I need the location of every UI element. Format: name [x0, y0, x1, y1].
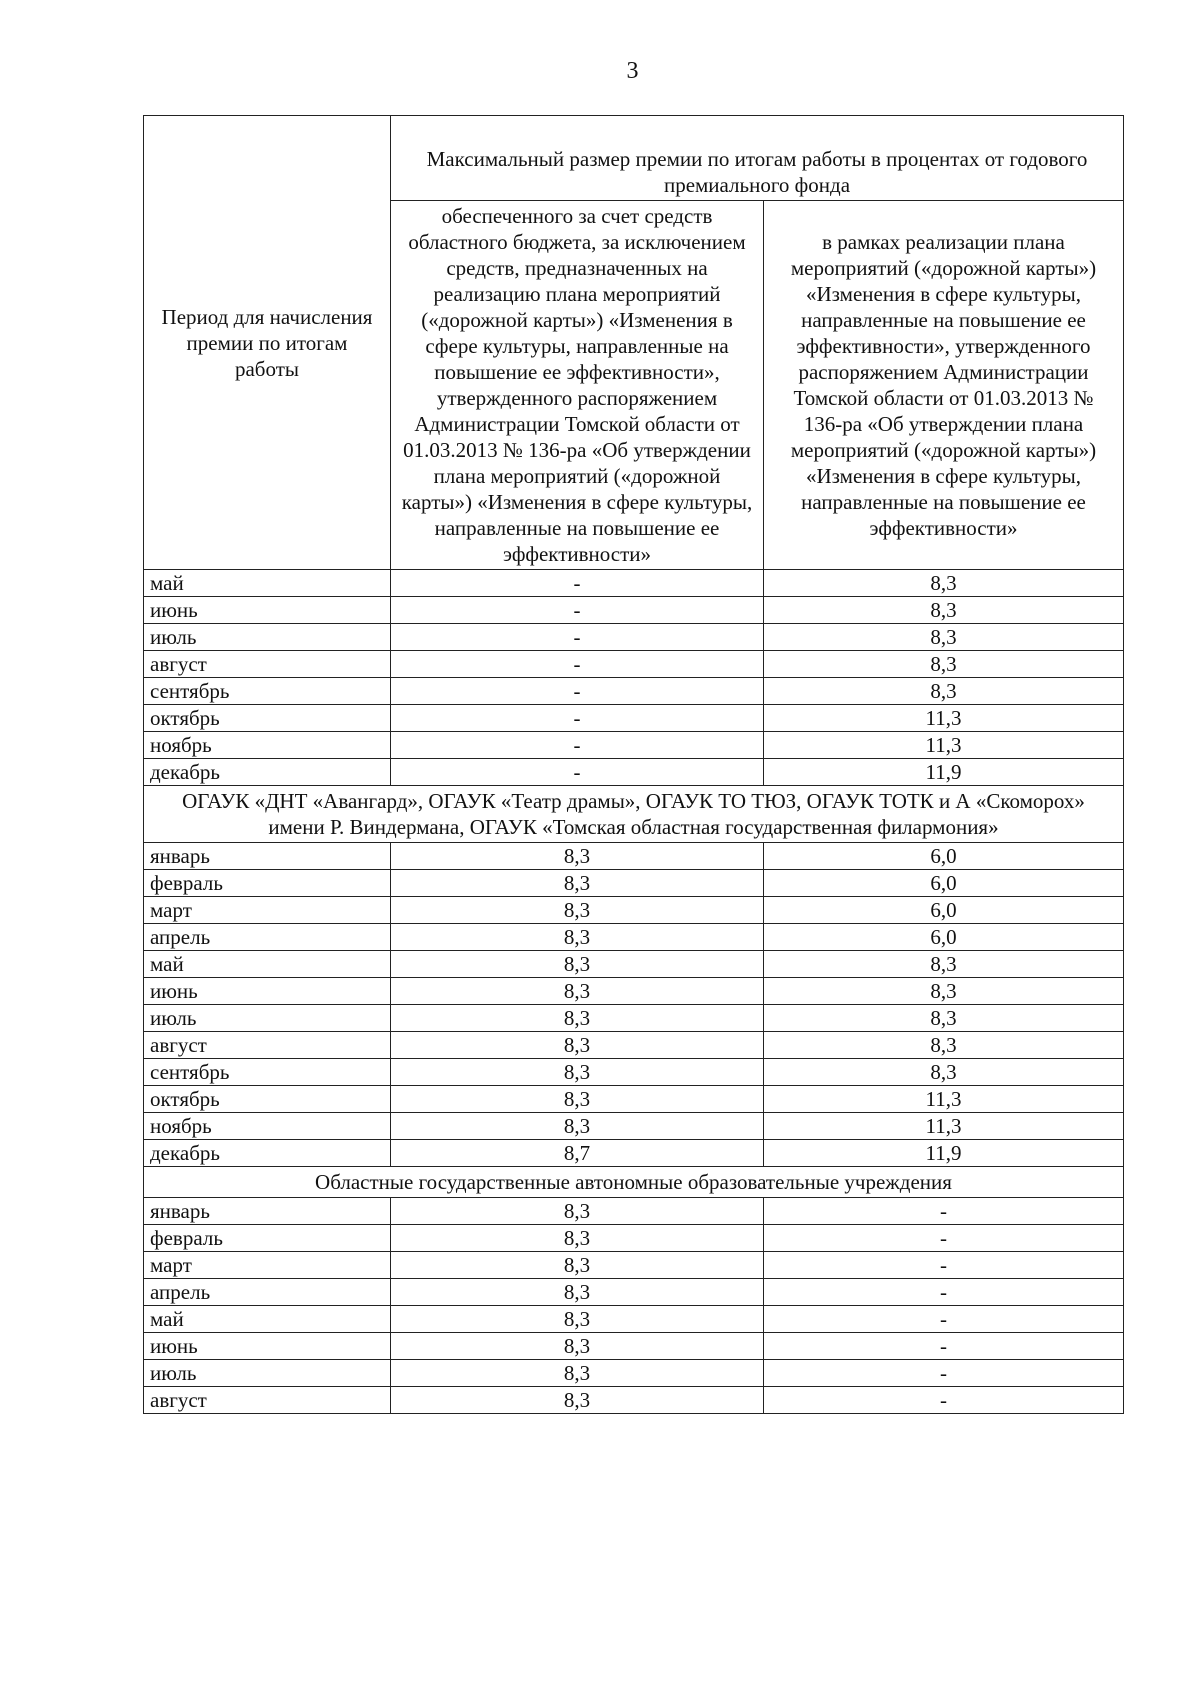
table-row	[144, 1086, 1124, 1113]
roadmap-value: 8,3	[764, 978, 1124, 1005]
roadmap-value: 8,3	[764, 1032, 1124, 1059]
roadmap-value: -	[764, 1333, 1124, 1360]
regional-budget-value: 8,3	[391, 897, 764, 924]
max-bonus-header: Максимальный размер премии по итогам работы в процентах от годового премиального фонда	[391, 116, 1124, 201]
regional-budget-value: 8,3	[391, 1225, 764, 1252]
regional-budget-value: 8,3	[391, 870, 764, 897]
roadmap-value: 6,0	[764, 870, 1124, 897]
month-cell: июнь	[144, 597, 391, 624]
table-row	[144, 651, 1124, 678]
regional-budget-value: 8,3	[391, 1387, 764, 1414]
month-cell: сентябрь	[144, 678, 391, 705]
month-cell: ноябрь	[144, 732, 391, 759]
month-cell: август	[144, 1387, 391, 1414]
month-cell: октябрь	[144, 705, 391, 732]
roadmap-value: -	[764, 1360, 1124, 1387]
roadmap-value: -	[764, 1306, 1124, 1333]
roadmap-value: 8,3	[764, 678, 1124, 705]
roadmap-value: 8,3	[764, 951, 1124, 978]
month-cell: март	[144, 1252, 391, 1279]
regional-budget-value: 8,3	[391, 1086, 764, 1113]
month-cell: июль	[144, 1005, 391, 1032]
section-row	[144, 786, 1124, 843]
table-row	[144, 1387, 1124, 1414]
regional-budget-value: 8,3	[391, 1032, 764, 1059]
month-cell: январь	[144, 1198, 391, 1225]
table-row	[144, 951, 1124, 978]
header-row	[144, 116, 1124, 201]
roadmap-value: 8,3	[764, 597, 1124, 624]
roadmap-value: 8,3	[764, 624, 1124, 651]
table-row	[144, 1279, 1124, 1306]
roadmap-value: 11,3	[764, 1086, 1124, 1113]
roadmap-value: 8,3	[764, 1059, 1124, 1086]
table-row	[144, 570, 1124, 597]
roadmap-header: в рамках реализации плана мероприятий («дорожной карты») «Изменения в сфере культуры, направленные на повышение ее эффективности», утвержденного распоряжением Администрации Томской области от 01.03.2013 № 136-ра «Об утверждении плана мероприятий («дорожной карты») «Изменения в сфере культуры, направленные на повышение ее эффективности»	[764, 201, 1124, 570]
month-cell: август	[144, 651, 391, 678]
regional-budget-value: -	[391, 651, 764, 678]
table-row	[144, 870, 1124, 897]
roadmap-value: 6,0	[764, 897, 1124, 924]
month-cell: апрель	[144, 924, 391, 951]
month-cell: февраль	[144, 870, 391, 897]
regional-budget-value: 8,3	[391, 951, 764, 978]
regional-budget-value: 8,3	[391, 1252, 764, 1279]
roadmap-value: -	[764, 1279, 1124, 1306]
table-row	[144, 1333, 1124, 1360]
month-cell: декабрь	[144, 759, 391, 786]
month-cell: август	[144, 1032, 391, 1059]
month-cell: декабрь	[144, 1140, 391, 1167]
period-header: Период для начисления премии по итогам работы	[144, 116, 391, 570]
regional-budget-value: -	[391, 678, 764, 705]
table-row	[144, 1252, 1124, 1279]
month-cell: январь	[144, 843, 391, 870]
month-cell: май	[144, 1306, 391, 1333]
month-cell: май	[144, 951, 391, 978]
section-title-educational-institutions: Областные государственные автономные образовательные учреждения	[144, 1167, 1124, 1198]
regional-budget-value: 8,3	[391, 1279, 764, 1306]
regional-budget-value: 8,3	[391, 1360, 764, 1387]
regional-budget-value: 8,3	[391, 1059, 764, 1086]
table-row	[144, 1306, 1124, 1333]
table-row	[144, 597, 1124, 624]
roadmap-value: 11,9	[764, 1140, 1124, 1167]
table-row	[144, 924, 1124, 951]
regional-budget-value: 8,3	[391, 1005, 764, 1032]
regional-budget-value: 8,3	[391, 924, 764, 951]
roadmap-value: -	[764, 1252, 1124, 1279]
section-title-culture-institutions: ОГАУК «ДНТ «Авангард», ОГАУК «Театр драмы», ОГАУК ТО ТЮЗ, ОГАУК ТОТК и А «Скоморох» имени Р. Виндермана, ОГАУК «Томская областная государственная филармония»	[144, 786, 1124, 843]
section-row	[144, 1167, 1124, 1198]
month-cell: февраль	[144, 1225, 391, 1252]
roadmap-value: -	[764, 1198, 1124, 1225]
table-row	[144, 1198, 1124, 1225]
month-cell: июнь	[144, 978, 391, 1005]
table-row	[144, 1059, 1124, 1086]
regional-budget-value: 8,3	[391, 1333, 764, 1360]
roadmap-value: -	[764, 1387, 1124, 1414]
roadmap-value: 8,3	[764, 570, 1124, 597]
regional-budget-value: 8,3	[391, 1113, 764, 1140]
table-row	[144, 1005, 1124, 1032]
regional-budget-value: -	[391, 732, 764, 759]
roadmap-value: 6,0	[764, 924, 1124, 951]
month-cell: май	[144, 570, 391, 597]
table-row	[144, 1113, 1124, 1140]
month-cell: ноябрь	[144, 1113, 391, 1140]
regional-budget-value: -	[391, 705, 764, 732]
month-cell: июль	[144, 1360, 391, 1387]
page-number: 3	[626, 58, 639, 84]
table-row	[144, 1140, 1124, 1167]
table-row	[144, 1360, 1124, 1387]
regional-budget-value: -	[391, 570, 764, 597]
regional-budget-value: -	[391, 624, 764, 651]
roadmap-value: 11,3	[764, 705, 1124, 732]
table-row	[144, 978, 1124, 1005]
regional-budget-header: обеспеченного за счет средств областного бюджета, за исключением средств, предназначенных на реализацию плана мероприятий («дорожной карты») «Изменения в сфере культуры, направленные на повышение ее эффективности», утвержденного распоряжением Администрации Томской области от 01.03.2013 № 136-ра «Об утверждении плана мероприятий («дорожной карты») «Изменения в сфере культуры, направленные на повышение ее эффективности»	[391, 201, 764, 570]
regional-budget-value: 8,3	[391, 1198, 764, 1225]
roadmap-value: -	[764, 1225, 1124, 1252]
table-row	[144, 1225, 1124, 1252]
table-row	[144, 678, 1124, 705]
month-cell: сентябрь	[144, 1059, 391, 1086]
month-cell: апрель	[144, 1279, 391, 1306]
regional-budget-value: 8,3	[391, 843, 764, 870]
table-row	[144, 897, 1124, 924]
table-row	[144, 732, 1124, 759]
table-row	[144, 624, 1124, 651]
roadmap-value: 11,3	[764, 1113, 1124, 1140]
regional-budget-value: -	[391, 597, 764, 624]
month-cell: июнь	[144, 1333, 391, 1360]
table-row	[144, 843, 1124, 870]
roadmap-value: 11,3	[764, 732, 1124, 759]
regional-budget-value: 8,7	[391, 1140, 764, 1167]
regional-budget-value: -	[391, 759, 764, 786]
table-row	[144, 759, 1124, 786]
roadmap-value: 6,0	[764, 843, 1124, 870]
regional-budget-value: 8,3	[391, 978, 764, 1005]
roadmap-value: 8,3	[764, 651, 1124, 678]
regional-budget-value: 8,3	[391, 1306, 764, 1333]
month-cell: июль	[144, 624, 391, 651]
bonus-table	[143, 115, 1124, 1414]
roadmap-value: 8,3	[764, 1005, 1124, 1032]
table-row	[144, 705, 1124, 732]
roadmap-value: 11,9	[764, 759, 1124, 786]
table-row	[144, 1032, 1124, 1059]
month-cell: март	[144, 897, 391, 924]
month-cell: октябрь	[144, 1086, 391, 1113]
